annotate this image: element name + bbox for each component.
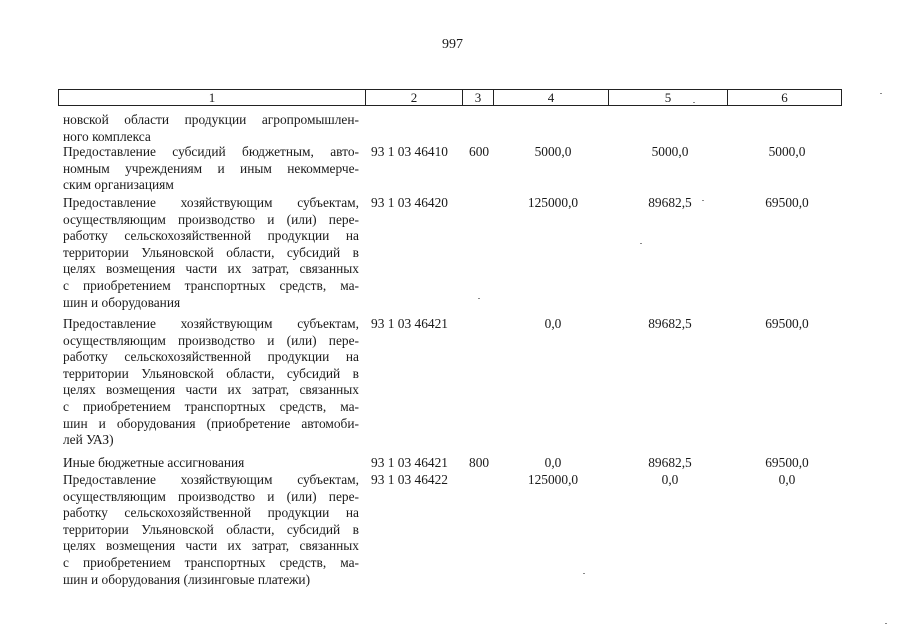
table-header-row	[58, 89, 842, 106]
description-line: осуществляющим производство и (или) пере-	[63, 488, 359, 504]
amount-col-4: 5000,0	[534, 144, 572, 159]
target-article-code: 93 1 03 46421	[371, 455, 448, 470]
expense-type-code: 600	[469, 144, 490, 159]
target-article-code: 93 1 03 46421	[371, 316, 448, 331]
expense-type-code: 800	[469, 455, 490, 470]
amount-col-6: 69500,0	[765, 455, 809, 470]
target-article-code: 93 1 03 46410	[371, 144, 448, 159]
target-article-code: 93 1 03 46420	[371, 195, 448, 210]
description-line: Предоставление субсидий бюджетным, авто-	[63, 144, 359, 159]
scan-speck	[640, 243, 642, 244]
amount-col-4: 0,0	[544, 316, 562, 331]
description-line: Предоставление хозяйствующим субъектам,	[63, 195, 359, 210]
amount-col-5: 89682,5	[648, 316, 692, 331]
scan-speck	[693, 102, 695, 103]
description-line: осуществляющим производство и (или) пере-	[63, 211, 359, 227]
description-line: целях возмещения части их затрат, связанных	[63, 538, 359, 554]
description-line: целях возмещения части их затрат, связанных	[63, 382, 359, 398]
page-number: 997	[442, 37, 463, 52]
scan-speck	[583, 573, 585, 574]
amount-col-4: 125000,0	[527, 472, 579, 487]
row-description	[63, 455, 359, 472]
row-description	[63, 316, 359, 449]
scan-speck	[885, 623, 887, 624]
description-line: лей УАЗ)	[63, 432, 114, 448]
description-line: Предоставление хозяйствующим субъектам,	[63, 316, 359, 331]
header-col-4: 4	[494, 90, 609, 105]
amount-col-6: 0,0	[778, 472, 796, 487]
description-line: ским организациям	[63, 177, 174, 193]
scan-speck	[880, 93, 882, 94]
row-description	[63, 472, 359, 588]
header-col-3: 3	[463, 90, 494, 105]
row-description	[63, 195, 359, 311]
description-line: территории Ульяновской области, субсидий в	[63, 521, 359, 537]
amount-col-6: 69500,0	[765, 195, 809, 210]
description-line: с приобретением транспортных средств, ма-	[63, 398, 359, 414]
scan-speck	[478, 298, 480, 299]
description-line: работку сельскохозяйственной продукции на	[63, 228, 359, 244]
header-col-2: 2	[366, 90, 463, 105]
description-line: номным учреждениям и иным некоммерче-	[63, 160, 359, 176]
description-line: новской области продукции агропромышлен-	[63, 112, 359, 127]
amount-col-5: 5000,0	[651, 144, 689, 159]
description-line: Предоставление хозяйствующим субъектам,	[63, 472, 359, 487]
amount-col-5: 89682,5	[648, 195, 692, 210]
description-line: работку сельскохозяйственной продукции на	[63, 349, 359, 365]
description-line: осуществляющим производство и (или) пере-	[63, 332, 359, 348]
description-line: шин и оборудования	[63, 294, 181, 310]
target-article-code: 93 1 03 46422	[371, 472, 448, 487]
description-line: территории Ульяновской области, субсидий в	[63, 365, 359, 381]
amount-col-6: 69500,0	[765, 316, 809, 331]
description-line: с приобретением транспортных средств, ма-	[63, 277, 359, 293]
amount-col-4: 125000,0	[527, 195, 579, 210]
row-description	[63, 112, 359, 145]
scan-speck	[702, 200, 704, 201]
description-line: целях возмещения части их затрат, связанных	[63, 261, 359, 277]
description-line: шин и оборудования (приобретение автомоби-	[63, 415, 359, 431]
description-line: с приобретением транспортных средств, ма-	[63, 554, 359, 570]
amount-col-5: 89682,5	[648, 455, 692, 470]
description-line: Иные бюджетные ассигнования	[63, 455, 245, 470]
description-line: шин и оборудования (лизинговые платежи)	[63, 571, 311, 587]
amount-col-6: 5000,0	[768, 144, 806, 159]
header-col-6: 6	[781, 90, 788, 105]
amount-col-4: 0,0	[544, 455, 562, 470]
description-line: ного комплекса	[63, 128, 151, 144]
header-col-5: 5	[609, 90, 728, 105]
description-line: работку сельскохозяйственной продукции на	[63, 505, 359, 521]
description-line: территории Ульяновской области, субсидий в	[63, 244, 359, 260]
header-col-1: 1	[59, 90, 366, 105]
amount-col-5: 0,0	[661, 472, 679, 487]
row-description	[63, 144, 359, 194]
